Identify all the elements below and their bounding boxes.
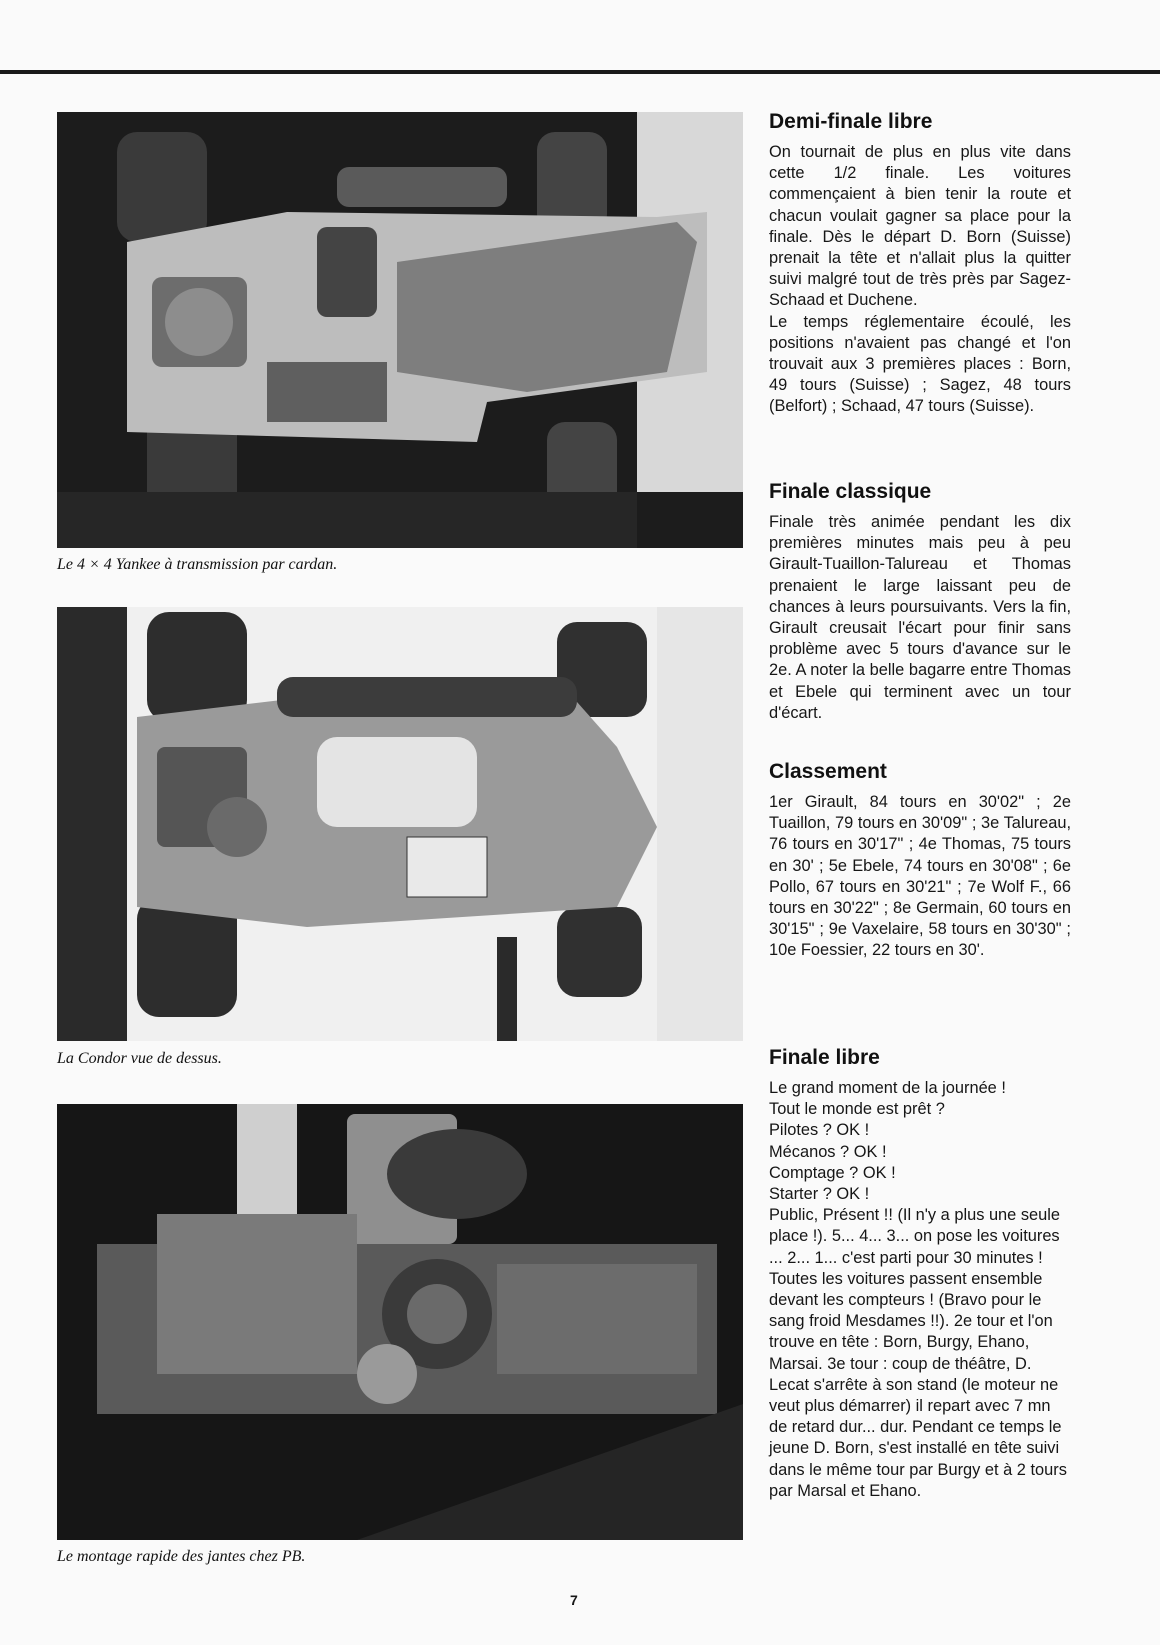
section-demi-finale (769, 110, 1071, 418)
section-finale-classique (769, 480, 1071, 724)
text-line: Le grand moment de la journée ! (769, 1079, 1006, 1097)
photo-condor-top-view (57, 607, 743, 1041)
section-heading: Finale classique (769, 480, 932, 503)
text-line: Pilotes ? OK ! (769, 1121, 870, 1140)
text-line: Mécanos ? OK ! (769, 1142, 887, 1161)
photo-caption: Le 4 × 4 Yankee à transmission par cardan. (57, 556, 338, 573)
section-text: On tournait de plus en plus vite dans cette 1/2 finale. Les voitures commençaient à bien tenir la route et chacun voulait gagner sa place pour la finale. Dès le départ D. Born (Suisse) prenait la tête et n'allait plus la quitter suivi malgré tout de très près par Sagez-Schaad et Duchene. (769, 143, 1071, 310)
page-number: 7 (570, 1592, 578, 1608)
section-heading: Demi-finale libre (769, 110, 933, 133)
section-finale-libre (769, 1046, 1071, 1502)
text-line: Starter ? OK ! (769, 1185, 870, 1204)
section-classement (769, 760, 1071, 962)
photo-caption: La Condor vue de dessus. (57, 1050, 222, 1067)
text-line: Comptage ? OK ! (769, 1163, 896, 1182)
section-text: Le temps réglementaire écoulé, les positions n'avaient pas changé et l'on trouvait aux 3 premières places : Born, 49 tours (Suisse) ; Sagez, 48 tours (Belfort) ; Schaad, 47 tours (Suisse). (769, 312, 1071, 416)
section-heading: Classement (769, 760, 887, 783)
section-text: Finale très animée pendant les dix premières minutes mais peu à peu Girault-Tuaillon-Talureau et Thomas prenaient le large laissant peu de chances à leurs poursuivants. Vers la fin, Girault creusait l'écart pour finir sans problème avec 5 tours d'avance sur le 2e. A noter la belle bagarre entre Thomas et Ebele qui terminent avec un tour d'écart. (769, 513, 1071, 722)
text-line: Tout le monde est prêt ? (769, 1100, 945, 1119)
section-text: Public, Présent !! (Il n'y a plus une seule place !). 5... 4... 3... on pose les voitures ... 2... 1... c'est parti pour 30 minutes ! Toutes les voitures passent ensemble devant les compteurs ! (Bravo pour le sang froid Mesdames !!). 2e tour et l'on trouve en tête : Born, Burgy, Ehano, Marsai. 3e tour : coup de théâtre, D. Lecat s'arrête à son stand (le moteur ne veut plus démarrer) il repart avec 7 mn de retard dur... dur. Pendant ce temps le jeune D. Born, s'est installé en tête suivi dans le même tour par Burgy et à 2 tours par Marsal et Ehano. (769, 1206, 1067, 1500)
photo-yankee-chassis (57, 112, 743, 548)
top-rule (0, 70, 1160, 74)
section-text: 1er Girault, 84 tours en 30'02" ; 2e Tuaillon, 79 tours en 30'09" ; 3e Talureau, 76 tours en 30'17" ; 4e Thomas, 75 tours en 30' ; 5e Ebele, 74 tours en 30'08" ; 6e Pollo, 67 tours en 30'21" ; 7e Wolf F., 66 tours en 30'22" ; 8e Germain, 60 tours en 30'15" ; 9e Vaxelaire, 58 tours en 30'30" ; 10e Foessier, 22 tours en 30'. (769, 793, 1071, 960)
section-heading: Finale libre (769, 1046, 880, 1069)
photo-caption: Le montage rapide des jantes chez PB. (57, 1548, 306, 1565)
photo-rim-assembly (57, 1104, 743, 1540)
